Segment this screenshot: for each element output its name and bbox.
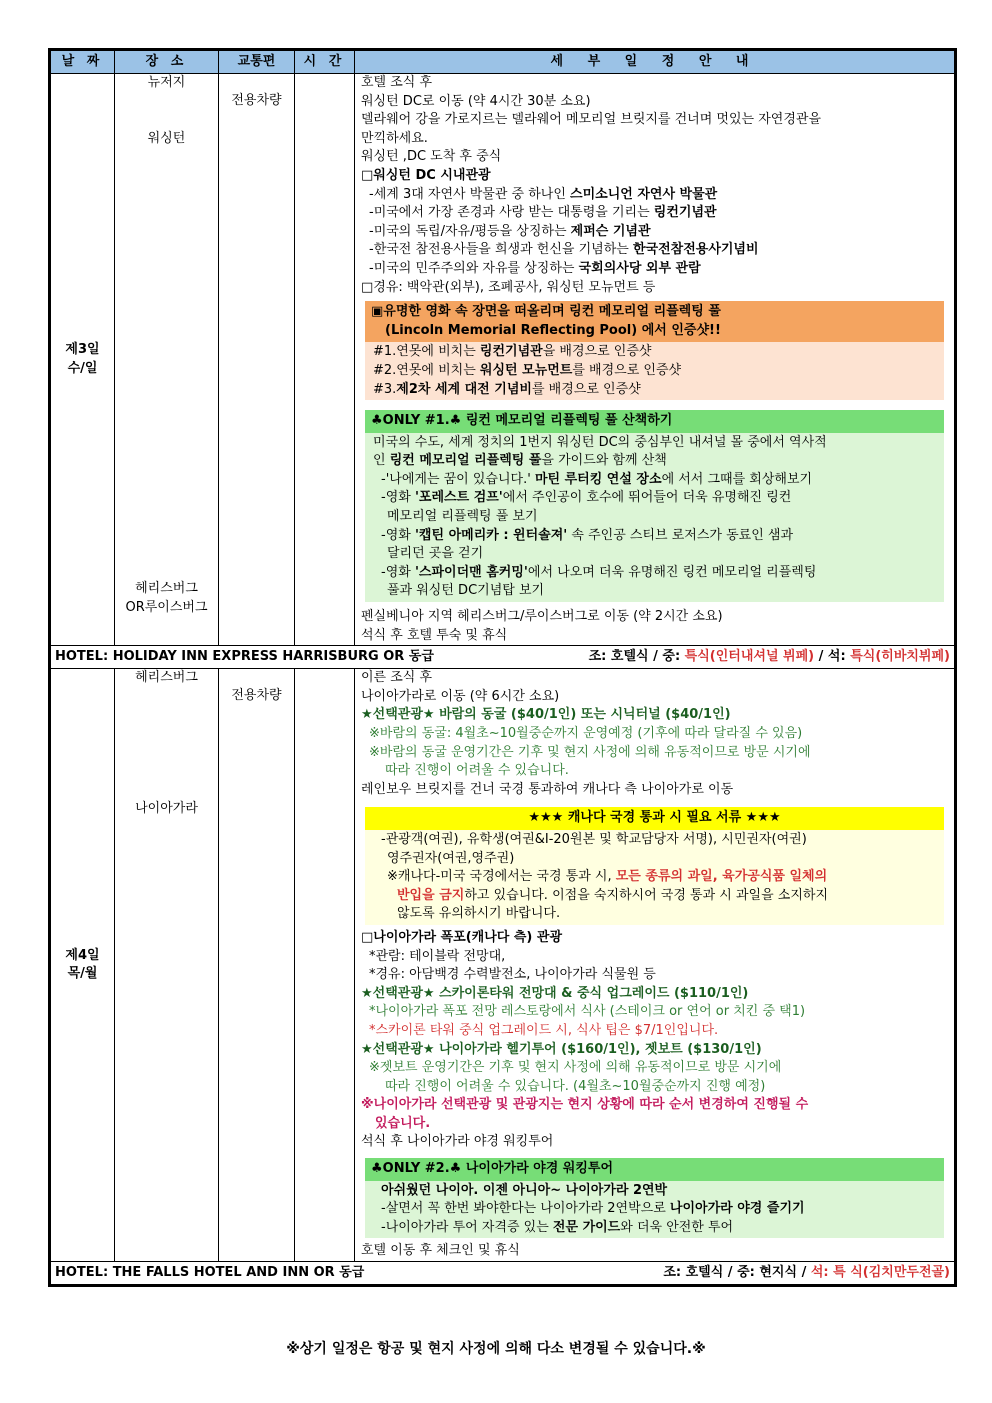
photo-text: 을 배경으로 인증샷 (542, 344, 652, 360)
day4-label: 제4일 (65, 947, 100, 963)
day3-place-washington: 워싱턴 (147, 130, 186, 146)
only-text: -나이아가라 투어 자격증 있는 (381, 1219, 553, 1235)
only-text: -살면서 꼭 한번 봐야한다는 나이아가라 2연박으로 (381, 1201, 670, 1217)
only-highlight: '포레스트 검프' (414, 490, 503, 506)
day4-transport: 전용차량 (231, 688, 282, 704)
day4-note-line: *나이아가라 폭포 전망 레스토랑에서 식사 (스테이크 or 연어 or 치킨 중 택1) (369, 1004, 806, 1020)
day3-meals (589, 648, 950, 667)
day4-line: 레인보우 브릿지를 건너 국경 통과하여 캐나다 측 나이아가로 이동 (361, 781, 734, 797)
header-row (51, 51, 955, 74)
only-1-line: 달리던 곳을 걷기 (387, 546, 484, 562)
day4-option-line: ★선택관광★ 나이아가라 헬기투어 ($160/1인), 젯보트 ($130/1인) (361, 1041, 762, 1057)
day4-line: 나이아가라로 이동 (약 6시간 소요) (361, 688, 560, 704)
day3-sight-item (361, 186, 950, 205)
day4-note-line: ※바람의 동굴 운영기간은 기후 및 현지 사정에 의해 유동적이므로 방문 시기에 (369, 744, 811, 760)
day3-sight-item (361, 260, 950, 279)
day3-time-cell (295, 74, 355, 646)
day4-notice-line: 있습니다. (375, 1115, 431, 1131)
day3-sight-item (361, 204, 950, 223)
day3-hotel-cell (51, 646, 955, 669)
day3-label: 제3일 (65, 342, 100, 358)
border-docs-title: ★★★ 캐나다 국경 통과 시 필요 서류 ★★★ (365, 807, 944, 830)
sight-desc: -미국에서 가장 존경과 사랑 받는 대통령을 기리는 (369, 205, 654, 221)
meal-lunch: 특식(인터내셔널 뷔페) (684, 648, 815, 664)
photo-highlight: 제2차 세계 대전 기념비 (396, 381, 532, 397)
only-text: -'나에게는 꿈이 있습니다.' (381, 471, 535, 487)
day4-line: *관람: 테이블락 전망대, (369, 948, 506, 964)
day4-line: 이른 조식 후 (361, 670, 433, 686)
day3-line: 워싱턴 DC로 이동 (약 4시간 30분 소요) (361, 93, 591, 109)
day3-row (51, 74, 955, 646)
only-1-line (373, 527, 936, 546)
border-warning: 반입을 금지 (397, 887, 465, 903)
photo-spot-subtitle: (Lincoln Memorial Reflecting Pool) 에서 인증샷!! (385, 322, 721, 338)
border-docs-line: 영주권자(여권,영주권) (387, 850, 515, 866)
meal-dinner: 특식(히바치뷔페) (850, 648, 950, 664)
photo-spot-body (365, 342, 944, 400)
only-1-line (373, 564, 936, 583)
sight-desc: -미국의 독립/자유/평등을 상징하는 (369, 223, 571, 239)
sight-name: 제퍼슨 기념관 (570, 223, 651, 239)
day3-day-cell (51, 74, 115, 646)
sight-desc: -세계 3대 자연사 박물관 중 하나인 (369, 186, 571, 202)
border-docs-line (373, 868, 936, 887)
only-1-body (365, 433, 944, 602)
meal-dinner: 석: 특 식(김치만두전골) (810, 1264, 950, 1280)
sight-name: 국회의사당 외부 관람 (578, 260, 701, 276)
sight-name: 한국전참전용사기념비 (632, 242, 759, 258)
only-text: 에 서서 그때를 회상해보기 (661, 471, 813, 487)
only-highlight: 나이아가라 야경 즐기기 (669, 1201, 805, 1217)
border-text: ※캐나다-미국 국경에서는 국경 통과 시, (387, 869, 616, 885)
border-docs-line: 않도록 유의하시기 바랍니다. (397, 906, 561, 922)
day4-option-line: ★선택관광★ 스카이론타워 전망대 & 중식 업그레이드 ($110/1인) (361, 985, 749, 1001)
day4-option-line: ★선택관광★ 바람의 동굴 ($40/1인) 또는 시닉터널 ($40/1인) (361, 707, 731, 723)
photo-text: #2.연못에 비치는 (373, 362, 480, 378)
only-text: 속 주인공 스티브 로저스가 동료인 샘과 (567, 527, 794, 543)
header-place: 장 소 (115, 51, 219, 74)
only-2-body (365, 1181, 944, 1239)
header-date: 날 짜 (51, 51, 115, 74)
day3-hotel: HOTEL: HOLIDAY INN EXPRESS HARRISBURG OR 동급 (55, 648, 434, 664)
only-2-line (373, 1200, 936, 1219)
day4-place-niagara: 나이아가라 (135, 800, 198, 816)
day4-meals (663, 1264, 950, 1283)
photo-spot-box (365, 301, 944, 400)
only-2-box (365, 1158, 944, 1238)
day4-place-cell (115, 669, 219, 1262)
photo-spot-title: ▣유명한 영화 속 장면을 떠올리며 링컨 메모리얼 리플렉팅 풀 (371, 304, 721, 320)
only-1-title: ♣ONLY #1.♣ 링컨 메모리얼 리플렉팅 풀 산책하기 (365, 410, 944, 433)
day4-line: 호텔 이동 후 체크인 및 휴식 (361, 1243, 520, 1259)
meal-text: 조: 호텔식 / 중: (588, 648, 685, 664)
only-1-line (373, 489, 936, 508)
day3-line: 석식 후 호텔 투숙 및 휴식 (361, 627, 508, 643)
photo-text: #1.연못에 비치는 (373, 344, 480, 360)
day4-note-line: 따라 진행이 어려울 수 있습니다. (4월초~10월중순까지 진행 예정) (385, 1078, 766, 1094)
day4-time-cell (295, 669, 355, 1262)
day4-note-line: ※바람의 동굴: 4월초~10월중순까지 운영예정 (기후에 따라 달라질 수 있음) (369, 726, 803, 741)
only-text: 에서 나오며 더욱 유명해진 링컨 메모리얼 리플렉팅 (527, 564, 817, 580)
only-2-title: ♣ONLY #2.♣ 나이아가라 야경 워킹투어 (365, 1158, 944, 1181)
header-transport: 교통편 (219, 51, 295, 74)
border-docs-body (365, 830, 944, 925)
only-2-line (373, 1219, 936, 1238)
photo-text: 를 배경으로 인증샷 (572, 362, 682, 378)
sight-desc: -미국의 민주주의와 자유를 상징하는 (369, 260, 579, 276)
day3-place-cell (115, 74, 219, 646)
day4-detail-cell (355, 669, 955, 1262)
day3-line: 펜실베니아 지역 헤리스버그/루이스버그로 이동 (약 2시간 소요) (361, 609, 723, 625)
only-1-box (365, 410, 944, 602)
only-highlight: '캡틴 아메리카 : 윈터솔져' (414, 527, 568, 543)
day3-line: □경유: 백악관(외부), 조폐공사, 워싱턴 모뉴먼트 등 (361, 279, 656, 295)
day4-line: 석식 후 나이아가라 야경 워킹투어 (361, 1134, 554, 1150)
day3-place-newjersey: 뉴저지 (147, 75, 186, 90)
only-1-line (373, 471, 936, 490)
only-text: -영화 (381, 490, 415, 506)
day3-weekday: 수/일 (67, 360, 98, 376)
border-docs-line: -관광객(여권), 유학생(여권&I-20원본 및 학교담당자 서명), 시민권자(여권) (381, 831, 807, 847)
border-warning: 모든 종류의 과일, 육가공식품 일체의 (615, 869, 828, 885)
header-time: 시 간 (295, 51, 355, 74)
day3-section-title: □워싱턴 DC 시내관광 (361, 167, 491, 183)
border-docs-line (373, 887, 936, 906)
day3-place-harrisburg: 헤리스버그 (135, 581, 198, 597)
itinerary-table (50, 50, 955, 1285)
photo-spot-item (373, 343, 936, 362)
day3-detail-cell (355, 74, 955, 646)
sight-name: 링컨기념관 (653, 205, 717, 221)
day3-line: 델라웨어 강을 가로지르는 델라웨어 메모리얼 브릿지를 건너며 멋있는 자연경관을 (361, 112, 822, 128)
only-highlight: '스파이더맨 홈커밍' (414, 564, 528, 580)
only-text: -영화 (381, 527, 415, 543)
only-text: -영화 (381, 564, 415, 580)
photo-highlight: 링컨기념관 (479, 344, 543, 360)
only-1-line: 미국의 수도, 세계 정치의 1번지 워싱턴 DC의 중심부인 내셔널 몰 중에서 역사적 (373, 434, 827, 450)
day4-line: *경유: 아담백경 수력발전소, 나이아가라 식물원 등 (369, 967, 656, 983)
border-text: 하고 있습니다. 이점을 숙지하시어 국경 통과 시 과일을 소지하지 (464, 887, 829, 903)
day3-transport-cell (219, 74, 295, 646)
only-text: 을 가이드와 함께 산책 (541, 453, 667, 469)
day4-hotel-cell (51, 1262, 955, 1285)
only-text: 인 (373, 453, 390, 469)
only-1-line (373, 452, 936, 471)
day4-note-line: ※젯보트 운영기간은 기후 및 현지 사정에 의해 유동적이므로 방문 시기에 (369, 1060, 782, 1076)
day3-hotel-row (51, 646, 955, 669)
photo-spot-header (365, 301, 944, 342)
only-highlight: 마틴 루터킹 연설 장소 (534, 471, 662, 487)
photo-text: 를 배경으로 인증샷 (531, 381, 641, 397)
meal-text: / 석: (814, 648, 851, 664)
only-1-line: 풀과 워싱턴 DC기념탑 보기 (387, 583, 545, 599)
sight-name: 스미소니언 자연사 박물관 (570, 186, 718, 202)
footer-note: ※상기 일정은 항공 및 현지 사정에 의해 다소 변경될 수 있습니다.※ (286, 1341, 706, 1357)
only-text: 와 더욱 안전한 투어 (620, 1219, 734, 1235)
border-docs-box (365, 807, 944, 925)
day3-line: 호텔 조식 후 (361, 75, 433, 90)
day4-note-line: *스카이론 타워 중식 업그레이드 시, 식사 팁은 $7/1인입니다. (369, 1022, 719, 1038)
sight-desc: -한국전 참전용사들을 희생과 헌신을 기념하는 (369, 242, 633, 258)
day4-weekday: 목/월 (67, 966, 98, 982)
day3-line: 만끽하세요. (361, 130, 428, 146)
header-detail: 세 부 일 정 안 내 (355, 51, 955, 74)
photo-text: #3. (373, 381, 397, 397)
photo-highlight: 워싱턴 모뉴먼트 (479, 362, 573, 378)
day4-notice-line: ※나이아가라 선택관광 및 관광지는 현지 상황에 따라 순서 변경하여 진행될 수 (361, 1097, 809, 1113)
day4-hotel: HOTEL: THE FALLS HOTEL AND INN OR 동급 (55, 1264, 365, 1280)
only-1-line: 메모리얼 리플렉팅 풀 보기 (387, 509, 538, 525)
photo-spot-item (373, 381, 936, 400)
day4-day-cell (51, 669, 115, 1262)
meal-text: 조: 호텔식 / 중: 현지식 / (663, 1264, 811, 1280)
only-highlight: 링컨 메모리얼 리플렉팅 풀 (389, 453, 542, 469)
day3-sight-item (361, 241, 950, 260)
day3-transport: 전용차량 (231, 93, 282, 108)
day3-place-lewisburg: OR루이스버그 (125, 599, 208, 615)
day4-hotel-row (51, 1262, 955, 1285)
day4-note-line: 따라 진행이 어려울 수 있습니다. (385, 763, 569, 779)
day4-section-title: □나이아가라 폭포(캐나다 측) 관광 (361, 929, 562, 945)
only-highlight: 전문 가이드 (552, 1219, 621, 1235)
only-2-line: 아쉬웠던 나이아. 이젠 아니아~ 나이아가라 2연박 (381, 1182, 668, 1198)
photo-spot-item (373, 362, 936, 381)
day4-place-harrisburg: 헤리스버그 (135, 670, 198, 686)
day3-line: 워싱턴 ,DC 도착 후 중식 (361, 149, 502, 165)
itinerary-sheet (48, 48, 957, 1287)
only-text: 에서 주인공이 호수에 뛰어들어 더욱 유명해진 링컨 (502, 490, 792, 506)
day4-transport-cell (219, 669, 295, 1262)
day3-sight-item (361, 223, 950, 242)
day4-row (51, 669, 955, 1262)
